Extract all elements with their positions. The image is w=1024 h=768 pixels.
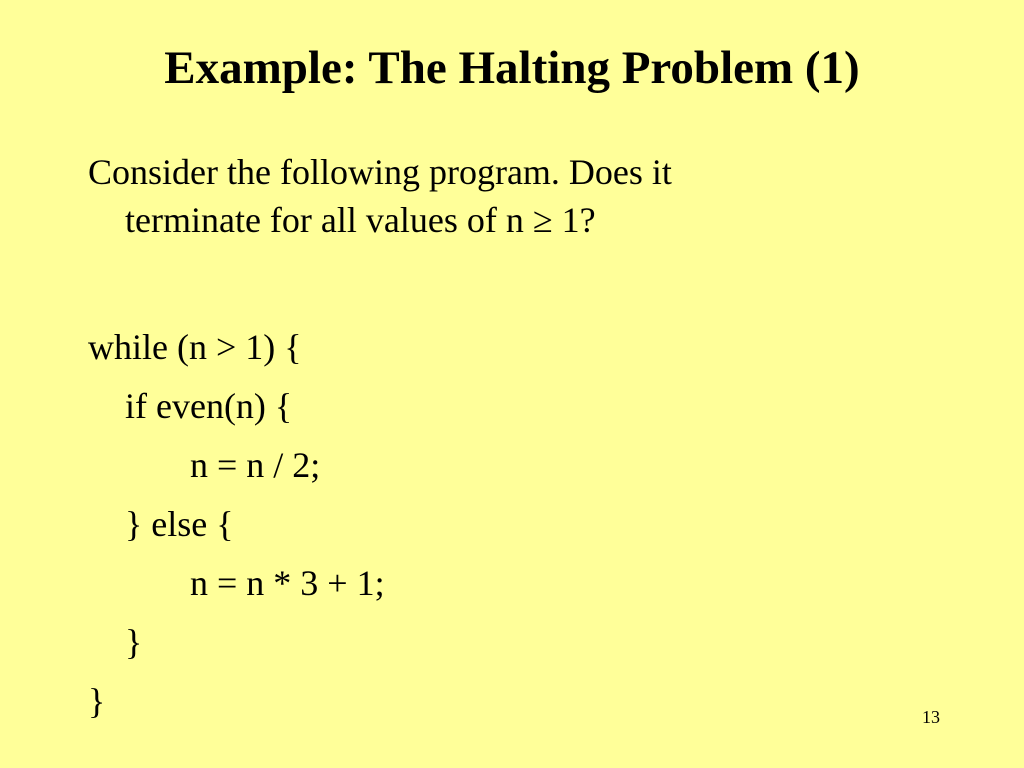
intro-line-2: terminate for all values of n ≥ 1? <box>125 200 596 240</box>
code-line-if: if even(n) { <box>125 386 293 426</box>
code-line-else: } else { <box>125 504 234 544</box>
code-line-close-if: } <box>125 622 143 662</box>
code-line-triple: n = n * 3 + 1; <box>190 563 385 603</box>
code-line-close-while: } <box>88 681 106 721</box>
code-line-while: while (n > 1) { <box>88 327 302 367</box>
page-number: 13 <box>922 707 940 727</box>
intro-line-1: Consider the following program. Does it <box>88 152 672 192</box>
slide-title: Example: The Halting Problem (1) <box>164 42 860 94</box>
intro-paragraph <box>88 148 968 244</box>
code-block <box>88 318 385 731</box>
code-line-halve: n = n / 2; <box>190 445 321 485</box>
